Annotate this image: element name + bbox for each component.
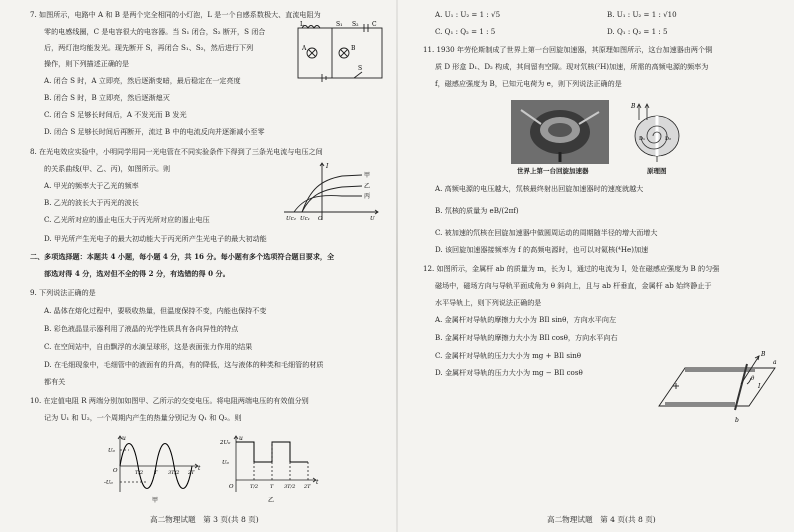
- q11-stem-line-2: 质 D 形盒 D₁、D₂ 构成，其间留有空隙。现对氘核(²H)加速，所需的高频电源的频率为: [435, 62, 709, 71]
- q10-yi-label-2u0: 2U₀: [220, 440, 231, 446]
- q8-option-b: B. 乙光的波长大于丙光的波长: [44, 198, 139, 207]
- q7-option-a: A. 闭合 S 时，A 立即亮，然后逐渐变暗，最后稳定在一定亮度: [44, 76, 241, 85]
- q7-label-S1: S₁: [336, 21, 343, 28]
- q8-label-I: I: [326, 163, 329, 170]
- q8-label-origin: O: [318, 216, 323, 222]
- q11-stem-line-3: f，磁感应强度为 B，已知元电荷为 e，则下列说法正确的是: [435, 79, 622, 88]
- q7-label-S: S: [358, 65, 363, 72]
- q10-figure-jia: [104, 432, 204, 504]
- q10-yi-caption: 乙: [268, 497, 275, 504]
- q8-label-uc1: Uc₁: [300, 216, 310, 222]
- q11-stem-line-1: 11. 1930 年劳伦斯制成了世界上第一台回旋加速器，其原理如图所示，这台加速器由两个铜: [423, 45, 713, 54]
- q7-label-A: A: [302, 45, 307, 52]
- q8-iu-graph: [282, 160, 382, 226]
- q12-stem-line-2: 磁场中，磁场方向与导轨平面成角为 θ 斜向上，且与 ab 杆垂直，金属杆 ab 始终静止于: [435, 281, 712, 290]
- q10-figure-yi: [222, 432, 322, 502]
- q10-jia-label-neg-u0: -U₀: [104, 480, 113, 486]
- q10-yi-origin: O: [229, 484, 234, 490]
- q12-label-b: b: [735, 417, 739, 424]
- q11-diagram-label-d2: D₂: [665, 136, 672, 142]
- q7-label-S2: S₂: [352, 21, 359, 28]
- q11-option-b: B. 氘核的质量为 eB/(2πf): [435, 206, 519, 215]
- q10-yi-tick-half-t: T/2: [250, 484, 259, 490]
- q10-yi-axis-u: u: [239, 435, 243, 442]
- q7-option-c: C. 闭合 S 足够长时间后，A 不发光而 B 发光: [44, 110, 187, 119]
- q10-jia-axis-u: u: [122, 435, 126, 442]
- q7-label-L: L: [300, 21, 304, 28]
- q10-jia-origin: O: [113, 468, 118, 474]
- left-page-footer: 高二物理试题 第 3 页(共 8 页): [150, 515, 259, 524]
- q12-option-c: C. 金属杆对导轨的压力大小为 mg + BIl sinθ: [435, 351, 582, 360]
- q7-circuit-figure: [292, 22, 392, 84]
- q11-option-d: D. 该回旋加速器接频率为 f 的高频电源时，也可以对氦核(⁴He)加速: [435, 245, 649, 254]
- section-2-heading-line-2: 部选对得 4 分，选对但不全的得 2 分，有选错的得 0 分。: [44, 269, 230, 278]
- q8-label-yi: 乙: [364, 183, 371, 190]
- q10-yi-label-u0: U₀: [222, 460, 229, 466]
- q8-label-jia: 甲: [364, 172, 371, 179]
- q12-label-I: I: [758, 383, 761, 390]
- q10-option-c: C. Q₁ : Q₂ = 1 : 5: [435, 27, 496, 36]
- q9-option-d: D. 在毛细现象中，毛细管中的液面有的升高，有的降低，这与液体的种类和毛细管的材质: [44, 360, 324, 369]
- q10-yi-tick-t: T: [270, 484, 274, 490]
- q9-option-b: B. 彩色液晶显示器利用了液晶的光学性质具有各向异性的特点: [44, 324, 239, 333]
- q8-option-a: A. 甲光的频率大于乙光的频率: [44, 181, 139, 190]
- q12-stem-line-1: 12. 如图所示，金属杆 ab 的质量为 m，长为 l，通过的电流为 I，处在磁感应强度为 B 的匀强: [423, 264, 720, 273]
- q11-cyclotron-photo: [511, 100, 609, 164]
- q12-label-theta: θ: [751, 376, 755, 382]
- q10-jia-tick-half-t: T/2: [135, 470, 144, 476]
- q9-option-a: A. 晶体在熔化过程中，要吸收热量，但温度保持不变，内能也保持不变: [44, 306, 267, 315]
- q10-stem-line-2: 记为 U₁ 和 U₂，一个周期内产生的热量分别记为 Q₁ 和 Q₂。则: [44, 413, 242, 422]
- q11-photo-caption: 世界上第一台回旋加速器: [517, 167, 589, 175]
- q10-yi-tick-3half-t: 3T/2: [284, 484, 296, 490]
- q7-stem-line-2: 零的电感线圈，C 是电容很大的电容器。当 S₁ 闭合，S₂ 断开，S 闭合: [44, 27, 266, 36]
- q10-stem-line-1: 10. 在定值电阻 R 两端分别加如图甲、乙所示的交变电压。将电阻两端电压的有效值分别: [30, 396, 309, 405]
- q10-yi-tick-2t: 2T: [304, 484, 311, 490]
- q10-option-d: D. Q₁ : Q₂ = 1 : 5: [607, 27, 668, 36]
- q12-option-a: A. 金属杆对导轨的摩擦力大小为 BIl sinθ，方向水平向左: [435, 315, 617, 324]
- q8-stem-line-1: 8. 在光电效应实验中，小明同学用同一光电管在不同实验条件下得到了三条光电流与电压之间: [30, 147, 323, 156]
- q7-label-C: C: [372, 21, 377, 28]
- q7-stem-line-3: 后，两灯泡均能发光。现先断开 S，再闭合 S₁、S₂，然后进行下列: [44, 43, 254, 52]
- section-2-heading-line-1: 二、多项选择题：本题共 4 小题，每小题 4 分，共 16 分。每小题有多个选项符合题目要求，全: [30, 252, 335, 261]
- q9-stem: 9. 下列说法正确的是: [30, 288, 96, 297]
- q12-option-b: B. 金属杆对导轨的摩擦力大小为 BIl cosθ，方向水平向右: [435, 333, 618, 342]
- q7-stem-line-1: 7. 如图所示，电路中 A 和 B 是两个完全相同的小灯泡，L 是一个自感系数极大、直流电阻为: [30, 10, 321, 19]
- q12-rails-figure: [655, 346, 781, 426]
- q11-principle-diagram: [629, 100, 685, 164]
- q9-option-d-cont: 都有关: [44, 377, 66, 386]
- q10-jia-tick-t: T: [154, 470, 158, 476]
- q8-option-d: D. 甲光所产生光电子的最大初动能大于丙光所产生光电子的最大初动能: [44, 234, 267, 243]
- q10-option-a: A. U₁ : U₂ = 1 : √5: [435, 10, 501, 19]
- q10-jia-caption: 甲: [152, 497, 159, 504]
- q7-option-d: D. 闭合 S 足够长时间后再断开，流过 B 中的电流反向并逐渐减小至零: [44, 127, 265, 136]
- q10-yi-axis-t: t: [316, 479, 319, 486]
- q11-diagram-label-d1: D₁: [639, 136, 646, 142]
- q12-label-a: a: [773, 359, 777, 366]
- q11-diagram-caption: 原理图: [647, 167, 667, 175]
- q7-option-b: B. 闭合 S 时，B 立即亮，然后逐渐熄灭: [44, 93, 170, 102]
- q8-option-c: C. 乙光所对应的遏止电压大于丙光所对应的遏止电压: [44, 215, 210, 224]
- right-page: [397, 0, 794, 532]
- q12-label-B: B: [761, 351, 766, 358]
- q10-jia-tick-2t: 2T: [188, 470, 195, 476]
- q8-label-U: U: [370, 216, 375, 222]
- q8-label-uc2: Uc₂: [286, 216, 296, 222]
- right-page-footer: 高二物理试题 第 4 页(共 8 页): [547, 515, 656, 524]
- q9-option-c: C. 在空间站中，自由飘浮的水滴呈球形，这是表面张力作用的结果: [44, 342, 253, 351]
- q11-option-a: A. 高频电源的电压越大，氘核最终射出回旋加速器时的速度就越大: [435, 184, 644, 193]
- q12-stem-line-3: 水平导轨上，则下列说法正确的是: [435, 298, 542, 307]
- q8-label-bing: 丙: [364, 193, 371, 200]
- q10-jia-axis-t: t: [198, 465, 201, 472]
- q8-stem-line-2: 的关系曲线(甲、乙、丙)，如图所示。则: [44, 164, 171, 173]
- q12-option-d: D. 金属杆对导轨的压力大小为 mg − BIl cosθ: [435, 368, 583, 377]
- q10-jia-tick-3half-t: 3T/2: [168, 470, 180, 476]
- q10-jia-label-u0: U₀: [108, 448, 115, 454]
- q10-option-b: B. U₁ : U₂ = 1 : √10: [607, 10, 677, 19]
- q11-diagram-label-b: B: [631, 103, 636, 110]
- q11-option-c: C. 被加速的氘核在回旋加速器中做圆周运动的周期随半径的增大而增大: [435, 228, 658, 237]
- q7-label-B: B: [351, 45, 356, 52]
- q7-stem-line-4: 操作，则下列描述正确的是: [44, 59, 130, 68]
